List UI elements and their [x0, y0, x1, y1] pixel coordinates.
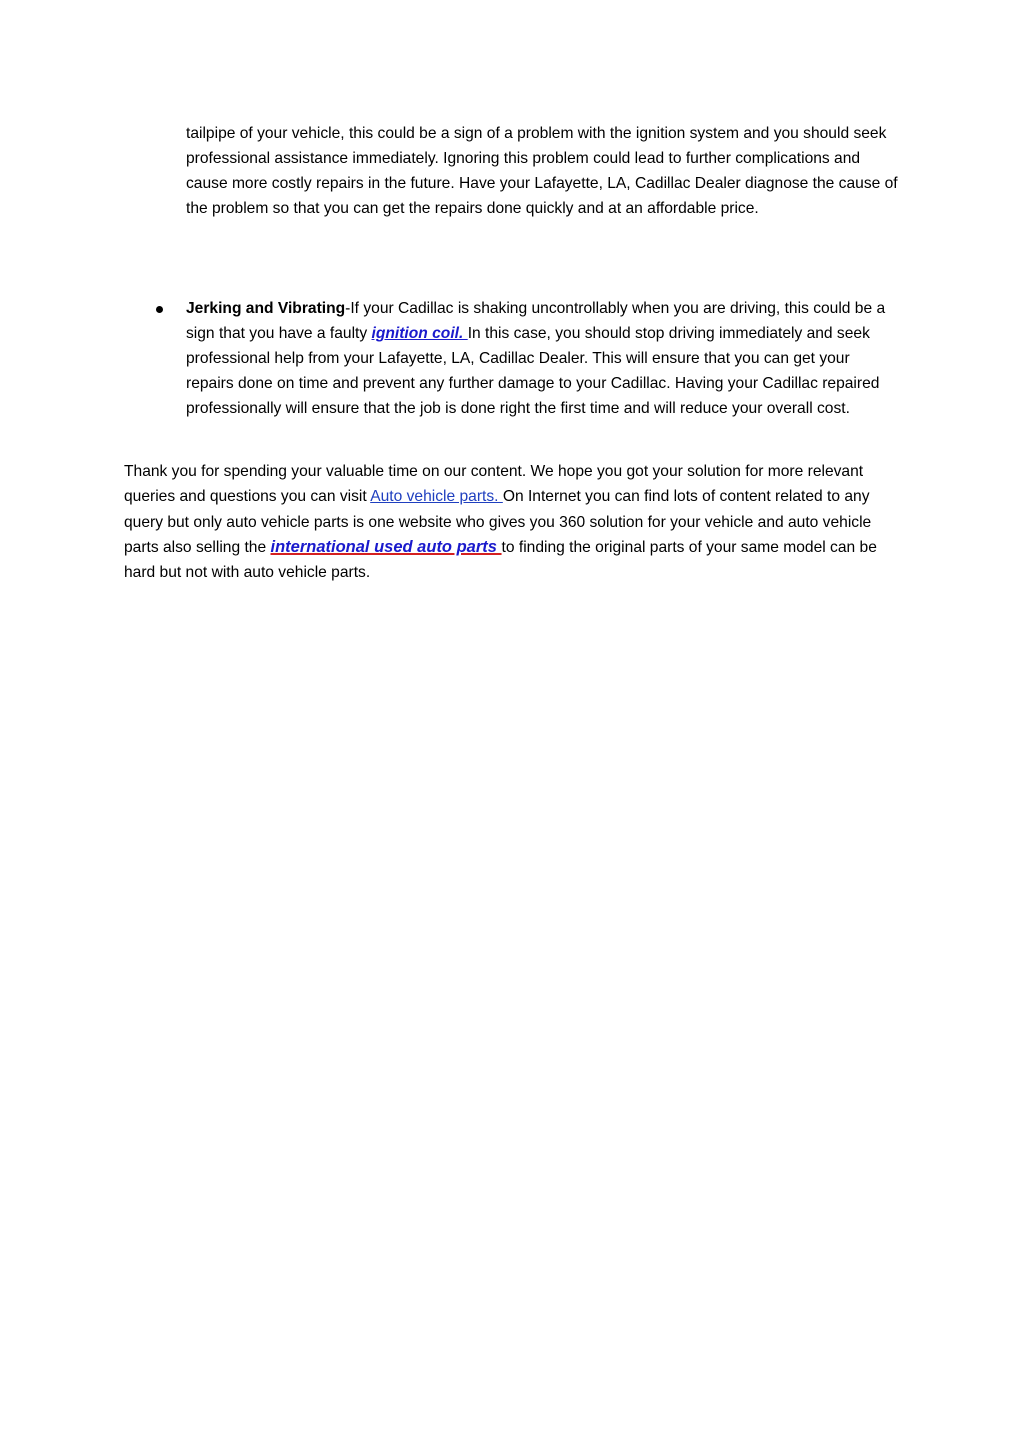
bullet-heading: Jerking and Vibrating: [186, 300, 346, 317]
bullet-icon: [156, 306, 163, 313]
closing-text-1: Thank you for spending your valuable time on our content. We hope you got your solution for more relevant queries and questions you can visit: [124, 463, 864, 506]
intro-paragraph: tailpipe of your vehicle, this could be a sign of a problem with the ignition system and you should seek professional assistance immediately. Ignoring this problem could lead to further complications and cause more costly repairs in the future. Have your Lafayette, LA, Cadillac Dealer diagnose the cause of the problem so that you can get the repairs done quickly and at an affordable price.: [186, 125, 898, 217]
international-used-auto-parts-link[interactable]: international used auto parts: [270, 537, 502, 556]
closing-paragraph: [124, 459, 904, 585]
auto-vehicle-parts-link[interactable]: Auto vehicle parts.: [370, 488, 503, 506]
ignition-coil-link[interactable]: [372, 325, 468, 342]
closing-text-2: On Internet you can find lots of content related to any query but only auto vehicle parts is one website who gives you 360 solution for your vehicle and auto vehicle parts also selling the: [124, 488, 872, 556]
bullet-item-jerking: [186, 296, 901, 421]
ignition-coil-link-label: ignition coil: [371, 325, 460, 342]
bullet-text-after-link: In this case, you should stop driving immediately and seek professional help from your Lafayette, LA, Cadillac Dealer. This will ensure that you can get your repairs done on time and prevent any further damage to your Cadillac. Having your Cadillac repaired professionally will ensure that the job is done right the first time and will reduce your overall cost.: [186, 325, 880, 417]
closing-text-3: to finding the original parts of your same model can be hard but not with auto vehicle parts.: [124, 538, 877, 582]
bullet-text-before-link: -If your Cadillac is shaking uncontrollably when you are driving, this could be a sign that you have a faulty: [186, 300, 886, 342]
ignition-coil-link-suffix: .: [459, 325, 468, 342]
